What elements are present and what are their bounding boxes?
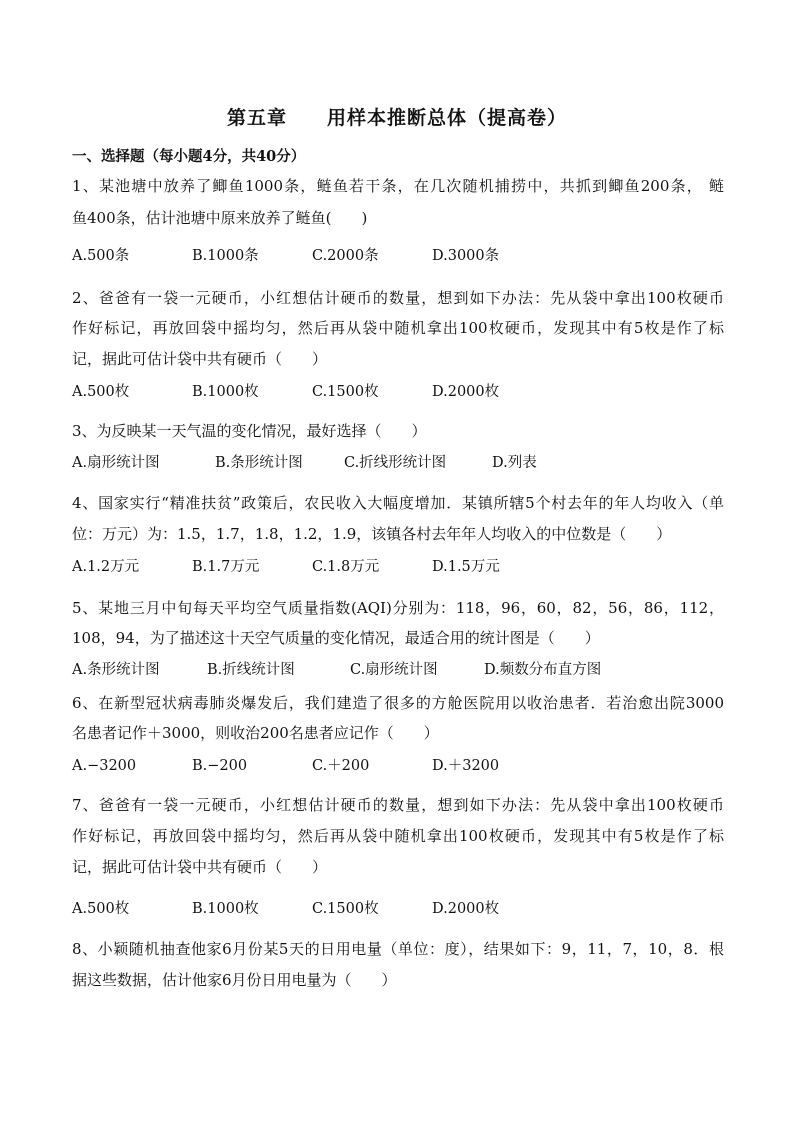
question-7-line-1: 7、爸爸有一袋一元硬币，小红想估计硬币的数量，想到如下办法：先从袋中拿出100枚硬币 <box>72 796 724 814</box>
question-8-line-1: 8、小颖随机抽查他家6月份某5天的日用电量（单位：度），结果如下：9，11，7，10，8．根 <box>72 940 724 958</box>
question-4-option-d: D.1.5万元 <box>432 559 500 575</box>
question-1-line-1: 1、某池塘中放养了鲫鱼1000条，鲢鱼若干条，在几次随机捕捞中，共抓到鲫鱼200条， 鲢 <box>72 177 724 195</box>
question-2-option-d: D.2000枚 <box>432 384 500 400</box>
question-1-option-b: B.1000条 <box>192 248 259 264</box>
question-2-option-a: A.500枚 <box>72 384 130 400</box>
question-4-line-2: 位：万元）为：1.5，1.7，1.8，1.2，1.9，该镇各村去年年人均收入的中位数是（ ） <box>72 525 672 543</box>
question-4-option-c: C.1.8万元 <box>312 559 380 575</box>
question-5-option-d: D.频数分布直方图 <box>484 662 602 678</box>
question-6-option-c: C.＋200 <box>312 758 370 774</box>
page-title: 第五章 用样本推断总体（提高卷） <box>226 107 567 129</box>
question-4-option-b: B.1.7万元 <box>192 559 260 575</box>
question-5-option-b: B.折线统计图 <box>207 662 295 678</box>
question-1-option-c: C.2000条 <box>312 248 379 264</box>
question-3-option-d: D.列表 <box>492 455 537 471</box>
question-3-line-1: 3、为反映某一天气温的变化情况，最好选择（ ） <box>72 422 427 440</box>
question-7-option-b: B.1000枚 <box>192 901 259 917</box>
question-2-line-2: 作好标记，再放回袋中摇均匀，然后再从袋中随机拿出100枚硬币，发现其中有5枚是作了标 <box>72 319 724 337</box>
question-7-line-2: 作好标记，再放回袋中摇均匀，然后再从袋中随机拿出100枚硬币，发现其中有5枚是作了标 <box>72 827 724 845</box>
question-3-option-c: C.折线形统计图 <box>344 455 447 471</box>
question-7-option-c: C.1500枚 <box>312 901 379 917</box>
question-5-line-2: 108，94，为了描述这十天空气质量的变化情况，最适合用的统计图是（ ） <box>72 629 600 647</box>
question-4-line-1: 4、国家实行“精准扶贫”政策后，农民收入大幅度增加．某镇所辖5个村去年的年人均收入（单 <box>72 494 724 512</box>
question-2-line-1: 2、爸爸有一袋一元硬币，小红想估计硬币的数量，想到如下办法：先从袋中拿出100枚硬币 <box>72 289 724 307</box>
question-6-option-d: D.＋3200 <box>432 758 500 774</box>
question-2-line-3: 记，据此可估计袋中共有硬币（ ） <box>72 350 328 368</box>
question-6-option-b: B.−200 <box>192 758 248 774</box>
question-8-line-2: 据这些数据，估计他家6月份日用电量为（ ） <box>72 971 397 989</box>
question-3-option-b: B.条形统计图 <box>215 455 303 471</box>
question-1-option-d: D.3000条 <box>432 248 500 264</box>
section-heading: 一、选择题（每小题4分，共40分） <box>72 148 306 165</box>
question-6-option-a: A.−3200 <box>72 758 137 774</box>
question-3-option-a: A.扇形统计图 <box>72 455 160 471</box>
question-4-option-a: A.1.2万元 <box>72 559 140 575</box>
question-2-option-c: C.1500枚 <box>312 384 379 400</box>
question-5-option-c: C.扇形统计图 <box>350 662 438 678</box>
question-7-line-3: 记，据此可估计袋中共有硬币（ ） <box>72 858 328 876</box>
question-6-line-2: 名患者记作＋3000，则收治200名患者应记作（ ） <box>72 724 439 742</box>
question-2-option-b: B.1000枚 <box>192 384 259 400</box>
question-1-option-a: A.500条 <box>72 248 130 264</box>
question-5-option-a: A.条形统计图 <box>72 662 160 678</box>
question-1-line-2: 鱼400条，估计池塘中原来放养了鲢鱼( ) <box>72 209 368 227</box>
question-6-line-1: 6、在新型冠状病毒肺炎爆发后，我们建造了很多的方舱医院用以收治患者．若治愈出院3000 <box>72 694 724 712</box>
question-5-line-1: 5、某地三月中旬每天平均空气质量指数(AQI)分别为：118，96，60，82，56，86，112， <box>72 599 724 617</box>
question-7-option-d: D.2000枚 <box>432 901 500 917</box>
question-7-option-a: A.500枚 <box>72 901 130 917</box>
